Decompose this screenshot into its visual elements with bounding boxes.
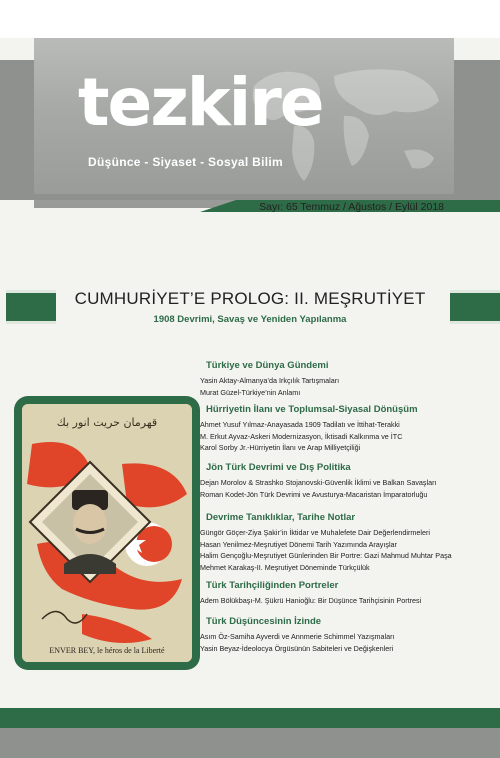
toc-item: Mehmet Karakaş-II. Meşrutiyet Döneminde Türkçülük <box>200 562 370 572</box>
toc-section <box>200 580 421 607</box>
poster-caption: ENVER BEY, le héros de la Liberté <box>49 646 165 655</box>
green-diagonal-stripe <box>0 194 500 234</box>
poster-illustration <box>22 404 192 662</box>
toc-item: M. Erkut Ayvaz-Askeri Modernizasyon, İktisadi Kalkınma ve İTC <box>200 431 403 441</box>
section-heading: Türkiye ve Dünya Gündemi <box>206 360 329 371</box>
toc-item: Güngör Göçer-Ziya Şakir’in İktidar ve Muhalefete Dair Değerlendirmeleri <box>200 528 430 537</box>
section-heading: Jön Türk Devrimi ve Dış Politika <box>206 462 351 473</box>
toc-section <box>200 360 339 398</box>
ottoman-script: قهرمان حریت انور بك <box>56 416 158 429</box>
toc-section <box>200 512 452 573</box>
toc-item: Halim Gençoğlu-Meşrutiyet Günlerinden Bir Portre: Gazi Mahmud Muhtar Paşa <box>200 551 452 560</box>
section-heading: Hürriyetin İlanı ve Toplumsal-Siyasal Dönüşüm <box>206 404 418 415</box>
toc-item: Adem Bölükbaşı-M. Şükrü Hanioğlu: Bir Düşünce Tarihçisinin Portresi <box>200 596 422 605</box>
toc-item: Karol Sorby Jr.-Hürriyetin İlanı ve Arap Milliyetçiliği <box>200 443 361 452</box>
toc-section <box>200 404 418 454</box>
enver-bey-poster <box>22 404 192 662</box>
top-band <box>0 0 500 38</box>
cover-title: CUMHURİYET’E PROLOG: II. MEŞRUTİYET <box>74 289 426 308</box>
toc-section <box>200 616 395 654</box>
section-heading: Devrime Tanıklıklar, Tarihe Notlar <box>206 512 356 523</box>
cover-subtitle: 1908 Devrimi, Savaş ve Yeniden Yapılanma <box>153 314 347 325</box>
toc-item: Ahmet Yusuf Yılmaz-Anayasada 1909 Tadilatı ve İttihat-Terakki <box>200 420 400 429</box>
section-heading: Türk Düşüncesinin İzinde <box>206 616 322 627</box>
toc-item: Hasan Yenilmez-Meşrutiyet Dönemi Tarih Yazımında Arayışlar <box>200 539 397 549</box>
tagline: Düşünce - Siyaset - Sosyal Bilim <box>88 155 283 169</box>
toc-section <box>200 462 437 500</box>
issue-info: Sayı: 65 Temmuz / Ağustos / Eylül 2018 <box>259 201 444 213</box>
section-heading: Türk Tarihçiliğinden Portreler <box>206 580 339 591</box>
toc-item: Yasin Beyaz-İdeolocya Örgüsünün Sabiteleri ve Değişkenleri <box>200 643 394 653</box>
logo: tezkire <box>78 64 323 141</box>
toc-item: Roman Kodet-Jön Türk Devrimi ve Avusturya-Macaristan İmparatorluğu <box>200 489 428 499</box>
bottom-green-band <box>0 708 500 728</box>
bottom-grey-band <box>0 728 500 758</box>
toc-item: Yasin Aktay-Almanya’da Irkçılık Tartışmaları <box>200 376 340 385</box>
toc-item: Dejan Morolov & Strashko Stojanovski-Güvenlik İklimi ve Balkan Savaşları <box>200 478 437 487</box>
toc-item: Murat Güzel-Türkiye’nin Anlamı <box>200 387 301 397</box>
toc-item: Asım Öz-Samiha Ayverdi ve Annmerie Schimmel Yazışmaları <box>200 632 395 641</box>
